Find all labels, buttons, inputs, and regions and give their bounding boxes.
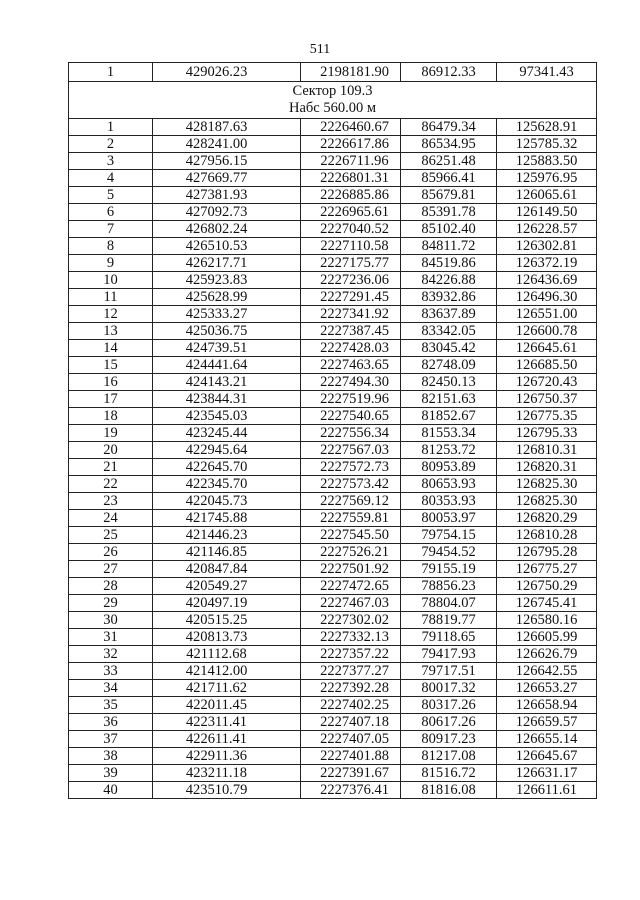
coord-x-cell: 426217.71	[153, 255, 301, 272]
point-number-cell: 26	[69, 544, 153, 561]
point-number-cell: 18	[69, 408, 153, 425]
coord-y-cell: 2226965.61	[301, 204, 401, 221]
coord-y-cell: 2227494.30	[301, 374, 401, 391]
point-number-cell: 13	[69, 323, 153, 340]
coord-x-cell: 423245.44	[153, 425, 301, 442]
local-x-cell: 81253.72	[401, 442, 497, 459]
local-y-cell: 126611.61	[497, 782, 597, 799]
coord-x-cell: 424441.64	[153, 357, 301, 374]
point-number-cell: 34	[69, 680, 153, 697]
local-x-cell: 82151.63	[401, 391, 497, 408]
local-y-cell: 126653.27	[497, 680, 597, 697]
table-row	[69, 306, 597, 323]
coord-x-cell: 425036.75	[153, 323, 301, 340]
coord-x-cell: 420549.27	[153, 578, 301, 595]
local-x-cell: 80053.97	[401, 510, 497, 527]
point-number-cell: 23	[69, 493, 153, 510]
coord-y-cell: 2226801.31	[301, 170, 401, 187]
coord-x-cell: 423545.03	[153, 408, 301, 425]
table-row	[69, 238, 597, 255]
table-row	[69, 544, 597, 561]
coord-x-cell: 429026.23	[153, 63, 301, 82]
point-number-cell: 25	[69, 527, 153, 544]
point-number-cell: 4	[69, 170, 153, 187]
coord-y-cell: 2226460.67	[301, 119, 401, 136]
point-number-cell: 27	[69, 561, 153, 578]
coord-x-cell: 423211.18	[153, 765, 301, 782]
coord-y-cell: 2227467.03	[301, 595, 401, 612]
coord-x-cell: 420847.84	[153, 561, 301, 578]
point-number-cell: 2	[69, 136, 153, 153]
table-row	[69, 221, 597, 238]
local-x-cell: 80653.93	[401, 476, 497, 493]
table-row	[69, 561, 597, 578]
coord-y-cell: 2227377.27	[301, 663, 401, 680]
local-y-cell: 126302.81	[497, 238, 597, 255]
coord-y-cell: 2227540.65	[301, 408, 401, 425]
coord-x-cell: 421412.00	[153, 663, 301, 680]
coord-x-cell: 422645.70	[153, 459, 301, 476]
coord-x-cell: 422045.73	[153, 493, 301, 510]
local-y-cell: 126810.28	[497, 527, 597, 544]
table-row-carryover	[69, 63, 597, 82]
local-x-cell: 79118.65	[401, 629, 497, 646]
coord-y-cell: 2227110.58	[301, 238, 401, 255]
local-y-cell: 126631.17	[497, 765, 597, 782]
table-row	[69, 255, 597, 272]
table-row	[69, 442, 597, 459]
coord-x-cell: 423510.79	[153, 782, 301, 799]
table-row	[69, 493, 597, 510]
coord-y-cell: 2227401.88	[301, 748, 401, 765]
local-x-cell: 86479.34	[401, 119, 497, 136]
table-row	[69, 425, 597, 442]
coord-x-cell: 425628.99	[153, 289, 301, 306]
table-row	[69, 646, 597, 663]
page-number: 511	[309, 42, 331, 57]
local-x-cell: 83637.89	[401, 306, 497, 323]
coord-y-cell: 2227291.45	[301, 289, 401, 306]
local-x-cell: 85391.78	[401, 204, 497, 221]
local-x-cell: 83932.86	[401, 289, 497, 306]
table-row	[69, 510, 597, 527]
local-y-cell: 125976.95	[497, 170, 597, 187]
local-x-cell: 80353.93	[401, 493, 497, 510]
local-x-cell: 81516.72	[401, 765, 497, 782]
coord-x-cell: 422311.41	[153, 714, 301, 731]
table-row	[69, 782, 597, 799]
local-y-cell: 126228.57	[497, 221, 597, 238]
section-header-cell	[69, 82, 597, 119]
local-y-cell: 126580.16	[497, 612, 597, 629]
coord-y-cell: 2227341.92	[301, 306, 401, 323]
table-row	[69, 697, 597, 714]
table-row	[69, 153, 597, 170]
table-row	[69, 476, 597, 493]
local-x-cell: 84226.88	[401, 272, 497, 289]
table-row	[69, 119, 597, 136]
local-x-cell: 83045.42	[401, 340, 497, 357]
local-y-cell: 126720.43	[497, 374, 597, 391]
coord-x-cell: 422345.70	[153, 476, 301, 493]
coord-y-cell: 2227556.34	[301, 425, 401, 442]
point-number-cell: 15	[69, 357, 153, 374]
point-number-cell: 35	[69, 697, 153, 714]
local-x-cell: 85679.81	[401, 187, 497, 204]
table-row	[69, 187, 597, 204]
table-row	[69, 527, 597, 544]
coord-y-cell: 2226885.86	[301, 187, 401, 204]
local-y-cell: 126642.55	[497, 663, 597, 680]
local-y-cell: 126149.50	[497, 204, 597, 221]
coord-x-cell: 427956.15	[153, 153, 301, 170]
coord-x-cell: 424739.51	[153, 340, 301, 357]
point-number-cell: 22	[69, 476, 153, 493]
table-row	[69, 340, 597, 357]
table-row	[69, 272, 597, 289]
table-row	[69, 714, 597, 731]
local-y-cell: 125628.91	[497, 119, 597, 136]
coord-x-cell: 422911.36	[153, 748, 301, 765]
local-x-cell: 86534.95	[401, 136, 497, 153]
coord-x-cell: 421711.62	[153, 680, 301, 697]
coord-y-cell: 2227357.22	[301, 646, 401, 663]
coord-y-cell: 2227526.21	[301, 544, 401, 561]
section-elevation: Набс 560.00 м	[288, 100, 377, 116]
table-row	[69, 323, 597, 340]
local-x-cell: 84811.72	[401, 238, 497, 255]
point-number-cell: 10	[69, 272, 153, 289]
local-y-cell: 126659.57	[497, 714, 597, 731]
coord-y-cell: 2227402.25	[301, 697, 401, 714]
local-x-cell: 82748.09	[401, 357, 497, 374]
point-number-cell: 14	[69, 340, 153, 357]
coord-x-cell: 424143.21	[153, 374, 301, 391]
table-row	[69, 680, 597, 697]
coord-y-cell: 2227332.13	[301, 629, 401, 646]
coord-x-cell: 420813.73	[153, 629, 301, 646]
coord-y-cell: 2227573.42	[301, 476, 401, 493]
local-x-cell: 79417.93	[401, 646, 497, 663]
table-row	[69, 204, 597, 221]
coord-x-cell: 421446.23	[153, 527, 301, 544]
coord-x-cell: 421146.85	[153, 544, 301, 561]
point-number-cell: 3	[69, 153, 153, 170]
local-x-cell: 80917.23	[401, 731, 497, 748]
local-y-cell: 126825.30	[497, 476, 597, 493]
point-number-cell: 29	[69, 595, 153, 612]
local-y-cell: 97341.43	[497, 63, 597, 82]
table-row	[69, 357, 597, 374]
local-y-cell: 126795.28	[497, 544, 597, 561]
coord-x-cell: 426802.24	[153, 221, 301, 238]
coord-x-cell: 422011.45	[153, 697, 301, 714]
local-y-cell: 126820.31	[497, 459, 597, 476]
coord-y-cell: 2226617.86	[301, 136, 401, 153]
point-number-cell: 1	[69, 63, 153, 82]
local-x-cell: 79454.52	[401, 544, 497, 561]
coord-y-cell: 2227236.06	[301, 272, 401, 289]
coord-x-cell: 423844.31	[153, 391, 301, 408]
point-number-cell: 11	[69, 289, 153, 306]
point-number-cell: 20	[69, 442, 153, 459]
local-x-cell: 80017.32	[401, 680, 497, 697]
local-x-cell: 83342.05	[401, 323, 497, 340]
local-x-cell: 79155.19	[401, 561, 497, 578]
local-y-cell: 126795.33	[497, 425, 597, 442]
table-row	[69, 578, 597, 595]
local-x-cell: 80953.89	[401, 459, 497, 476]
coordinates-table	[68, 62, 597, 799]
local-y-cell: 126645.61	[497, 340, 597, 357]
table-row	[69, 289, 597, 306]
coord-y-cell: 2227387.45	[301, 323, 401, 340]
local-y-cell: 126065.61	[497, 187, 597, 204]
coord-y-cell: 2227040.52	[301, 221, 401, 238]
coord-x-cell: 421745.88	[153, 510, 301, 527]
table-row	[69, 663, 597, 680]
local-x-cell: 81553.34	[401, 425, 497, 442]
table-row	[69, 629, 597, 646]
local-y-cell: 126750.29	[497, 578, 597, 595]
point-number-cell: 6	[69, 204, 153, 221]
point-number-cell: 24	[69, 510, 153, 527]
coord-x-cell: 425333.27	[153, 306, 301, 323]
coord-x-cell: 420497.19	[153, 595, 301, 612]
point-number-cell: 38	[69, 748, 153, 765]
local-y-cell: 126658.94	[497, 697, 597, 714]
point-number-cell: 19	[69, 425, 153, 442]
local-y-cell: 126551.00	[497, 306, 597, 323]
table-row	[69, 170, 597, 187]
point-number-cell: 9	[69, 255, 153, 272]
local-y-cell: 126645.67	[497, 748, 597, 765]
coord-x-cell: 425923.83	[153, 272, 301, 289]
point-number-cell: 17	[69, 391, 153, 408]
coord-y-cell: 2227519.96	[301, 391, 401, 408]
point-number-cell: 5	[69, 187, 153, 204]
point-number-cell: 32	[69, 646, 153, 663]
local-y-cell: 126496.30	[497, 289, 597, 306]
coord-x-cell: 428187.63	[153, 119, 301, 136]
local-x-cell: 79717.51	[401, 663, 497, 680]
coord-y-cell: 2227428.03	[301, 340, 401, 357]
coord-y-cell: 2227407.18	[301, 714, 401, 731]
coord-x-cell: 420515.25	[153, 612, 301, 629]
local-x-cell: 81217.08	[401, 748, 497, 765]
table-row	[69, 765, 597, 782]
local-x-cell: 82450.13	[401, 374, 497, 391]
point-number-cell: 7	[69, 221, 153, 238]
table-row	[69, 459, 597, 476]
coord-x-cell: 422611.41	[153, 731, 301, 748]
table-row	[69, 595, 597, 612]
local-x-cell: 85966.41	[401, 170, 497, 187]
local-y-cell: 126775.35	[497, 408, 597, 425]
local-y-cell: 126775.27	[497, 561, 597, 578]
coord-y-cell: 2227569.12	[301, 493, 401, 510]
local-y-cell: 126372.19	[497, 255, 597, 272]
coord-y-cell: 2227463.65	[301, 357, 401, 374]
local-x-cell: 81852.67	[401, 408, 497, 425]
table-row	[69, 136, 597, 153]
coord-y-cell: 2227391.67	[301, 765, 401, 782]
local-y-cell: 126825.30	[497, 493, 597, 510]
local-y-cell: 126605.99	[497, 629, 597, 646]
coord-y-cell: 2227472.65	[301, 578, 401, 595]
local-x-cell: 80317.26	[401, 697, 497, 714]
local-x-cell: 86912.33	[401, 63, 497, 82]
coord-y-cell: 2226711.96	[301, 153, 401, 170]
coord-y-cell: 2227501.92	[301, 561, 401, 578]
point-number-cell: 1	[69, 119, 153, 136]
point-number-cell: 31	[69, 629, 153, 646]
point-number-cell: 8	[69, 238, 153, 255]
table-row	[69, 408, 597, 425]
table-row	[69, 612, 597, 629]
coord-y-cell: 2227407.05	[301, 731, 401, 748]
coord-y-cell: 2227559.81	[301, 510, 401, 527]
local-x-cell: 79754.15	[401, 527, 497, 544]
table-row	[69, 748, 597, 765]
local-y-cell: 125785.32	[497, 136, 597, 153]
point-number-cell: 36	[69, 714, 153, 731]
coord-x-cell: 427669.77	[153, 170, 301, 187]
point-number-cell: 39	[69, 765, 153, 782]
local-y-cell: 126600.78	[497, 323, 597, 340]
table-row	[69, 391, 597, 408]
point-number-cell: 21	[69, 459, 153, 476]
section-title: Сектор 109.3	[292, 83, 373, 99]
point-number-cell: 28	[69, 578, 153, 595]
coord-y-cell: 2198181.90	[301, 63, 401, 82]
coordinates-table-body	[69, 63, 597, 799]
coord-y-cell: 2227376.41	[301, 782, 401, 799]
local-y-cell: 126820.29	[497, 510, 597, 527]
coord-x-cell: 427381.93	[153, 187, 301, 204]
local-y-cell: 126750.37	[497, 391, 597, 408]
point-number-cell: 40	[69, 782, 153, 799]
point-number-cell: 37	[69, 731, 153, 748]
local-x-cell: 78819.77	[401, 612, 497, 629]
coord-y-cell: 2227567.03	[301, 442, 401, 459]
coord-x-cell: 428241.00	[153, 136, 301, 153]
section-header-row	[69, 82, 597, 119]
local-y-cell: 126810.31	[497, 442, 597, 459]
local-x-cell: 78856.23	[401, 578, 497, 595]
local-y-cell: 125883.50	[497, 153, 597, 170]
local-x-cell: 78804.07	[401, 595, 497, 612]
local-y-cell: 126745.41	[497, 595, 597, 612]
local-y-cell: 126685.50	[497, 357, 597, 374]
local-x-cell: 81816.08	[401, 782, 497, 799]
coord-x-cell: 421112.68	[153, 646, 301, 663]
local-x-cell: 85102.40	[401, 221, 497, 238]
local-x-cell: 80617.26	[401, 714, 497, 731]
point-number-cell: 33	[69, 663, 153, 680]
coord-y-cell: 2227302.02	[301, 612, 401, 629]
coord-x-cell: 426510.53	[153, 238, 301, 255]
local-x-cell: 86251.48	[401, 153, 497, 170]
local-y-cell: 126655.14	[497, 731, 597, 748]
point-number-cell: 16	[69, 374, 153, 391]
coord-x-cell: 427092.73	[153, 204, 301, 221]
local-y-cell: 126626.79	[497, 646, 597, 663]
coord-y-cell: 2227572.73	[301, 459, 401, 476]
point-number-cell: 30	[69, 612, 153, 629]
coord-y-cell: 2227392.28	[301, 680, 401, 697]
table-row	[69, 731, 597, 748]
local-x-cell: 84519.86	[401, 255, 497, 272]
point-number-cell: 12	[69, 306, 153, 323]
coord-y-cell: 2227545.50	[301, 527, 401, 544]
coord-x-cell: 422945.64	[153, 442, 301, 459]
local-y-cell: 126436.69	[497, 272, 597, 289]
table-row	[69, 374, 597, 391]
coord-y-cell: 2227175.77	[301, 255, 401, 272]
